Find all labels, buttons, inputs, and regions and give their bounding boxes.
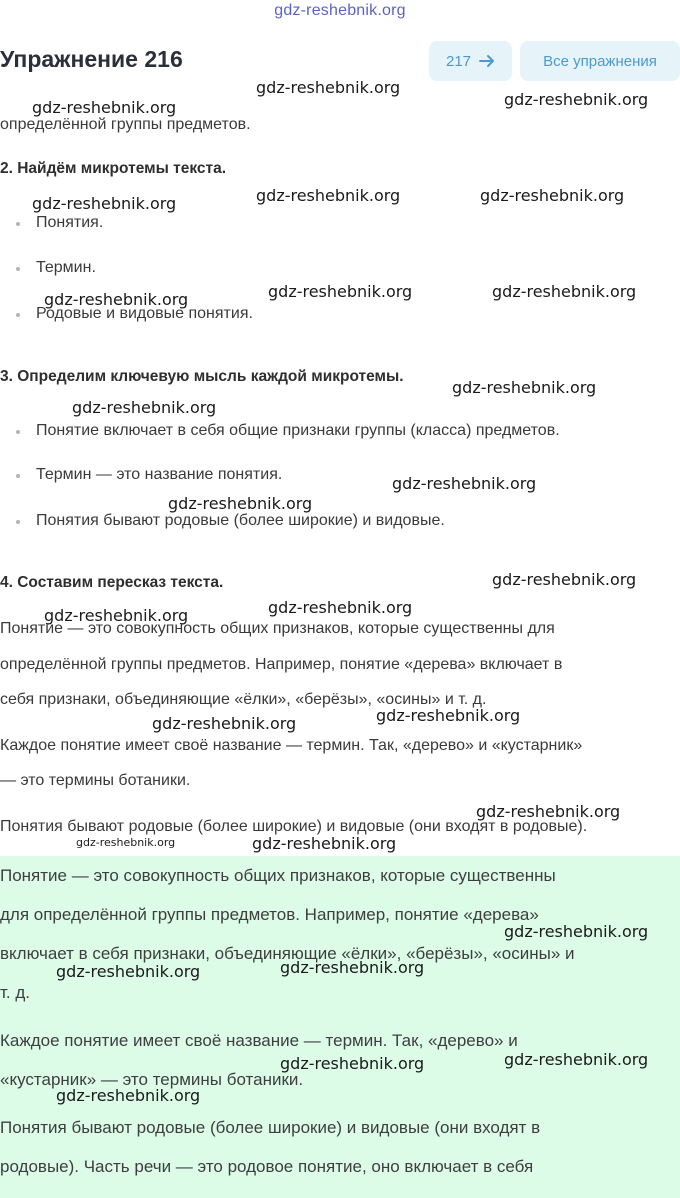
list-item: Понятия бывают родовые (более широкие) и видовые. bbox=[18, 512, 445, 530]
watermark: gdz-reshebnik.org bbox=[492, 282, 637, 301]
watermark: gdz-reshebnik.org bbox=[504, 922, 649, 941]
answer-box bbox=[0, 856, 680, 1198]
watermark: gdz-reshebnik.org bbox=[256, 186, 401, 205]
watermark: gdz-reshebnik.org bbox=[56, 962, 201, 981]
watermark: gdz-reshebnik.org bbox=[480, 186, 625, 205]
intro-tail: определённой группы предметов. bbox=[0, 116, 251, 133]
step-3-heading: 3. Определим ключевую мысль каждой микротемы. bbox=[0, 368, 404, 385]
watermark: gdz-reshebnik.org bbox=[452, 378, 597, 397]
answer-line: Каждое понятие имеет своё название — термин. Так, «дерево» и bbox=[0, 1031, 518, 1050]
watermark: gdz-reshebnik.org bbox=[44, 606, 189, 625]
retelling-line: — это термины ботаники. bbox=[0, 772, 191, 789]
retelling-line: Понятия бывают родовые (более широкие) и видовые (они входят в родовые). bbox=[0, 818, 588, 835]
watermark: gdz-reshebnik.org bbox=[76, 836, 176, 849]
watermark: gdz-reshebnik.org bbox=[268, 598, 413, 617]
page-title: Упражнение 216 bbox=[0, 46, 183, 72]
retelling-line: определённой группы предметов. Например, понятие «дерева» включает в bbox=[0, 656, 563, 673]
watermark: gdz-reshebnik.org bbox=[152, 714, 297, 733]
retelling-line: себя признаки, объединяющие «ёлки», «берёзы», «осины» и т. д. bbox=[0, 691, 487, 708]
list-item: Понятие включает в себя общие признаки группы (класса) предметов. bbox=[18, 422, 560, 440]
list-item: Родовые и видовые понятия. bbox=[18, 305, 253, 323]
next-exercise-button[interactable] bbox=[429, 41, 512, 81]
answer-line: «кустарник» — это термины ботаники. bbox=[0, 1070, 304, 1089]
watermark: gdz-reshebnik.org bbox=[268, 282, 413, 301]
watermark: gdz-reshebnik.org bbox=[504, 1050, 649, 1069]
answer-line: Понятие — это совокупность общих признаков, которые существенны bbox=[0, 866, 556, 885]
step-4-heading: 4. Составим пересказ текста. bbox=[0, 574, 224, 591]
answer-line: включает в себя признаки, объединяющие «ёлки», «берёзы», «осины» и bbox=[0, 944, 575, 963]
watermark: gdz-reshebnik.org bbox=[504, 90, 649, 109]
watermark: gdz-reshebnik.org bbox=[32, 194, 177, 213]
list-item: Понятия. bbox=[18, 214, 103, 232]
watermark: gdz-reshebnik.org bbox=[56, 1086, 201, 1105]
watermark: gdz-reshebnik.org bbox=[376, 706, 521, 725]
site-url[interactable]: gdz-reshebnik.org bbox=[274, 2, 406, 19]
all-exercises-button[interactable]: Все упражнения bbox=[520, 41, 680, 81]
answer-line: родовые). Часть речи — это родовое понятие, оно включает в себя bbox=[0, 1157, 534, 1176]
step-2-heading: 2. Найдём микротемы текста. bbox=[0, 160, 227, 177]
retelling-line: Каждое понятие имеет своё название — термин. Так, «дерево» и «кустарник» bbox=[0, 737, 583, 754]
arrow-right-icon bbox=[479, 54, 495, 68]
list-item: Термин. bbox=[18, 259, 96, 277]
watermark: gdz-reshebnik.org bbox=[252, 834, 397, 853]
list-item: Термин — это название понятия. bbox=[18, 466, 282, 484]
answer-line: т. д. bbox=[0, 983, 30, 1002]
retelling-line: Понятие — это совокупность общих признаков, которые существенны для bbox=[0, 620, 555, 637]
watermark: gdz-reshebnik.org bbox=[256, 78, 401, 97]
watermark: gdz-reshebnik.org bbox=[476, 802, 621, 821]
watermark: gdz-reshebnik.org bbox=[492, 570, 637, 589]
watermark: gdz-reshebnik.org bbox=[168, 494, 313, 513]
watermark: gdz-reshebnik.org bbox=[72, 398, 217, 417]
watermark: gdz-reshebnik.org bbox=[280, 1054, 425, 1073]
next-exercise-label: 217 bbox=[445, 52, 472, 70]
watermark: gdz-reshebnik.org bbox=[32, 98, 177, 117]
watermark: gdz-reshebnik.org bbox=[392, 474, 537, 493]
answer-line: Понятия бывают родовые (более широкие) и видовые (они входят в bbox=[0, 1118, 541, 1137]
answer-line: для определённой группы предметов. Например, понятие «дерева» bbox=[0, 905, 539, 924]
watermark: gdz-reshebnik.org bbox=[44, 290, 189, 309]
watermark: gdz-reshebnik.org bbox=[280, 958, 425, 977]
